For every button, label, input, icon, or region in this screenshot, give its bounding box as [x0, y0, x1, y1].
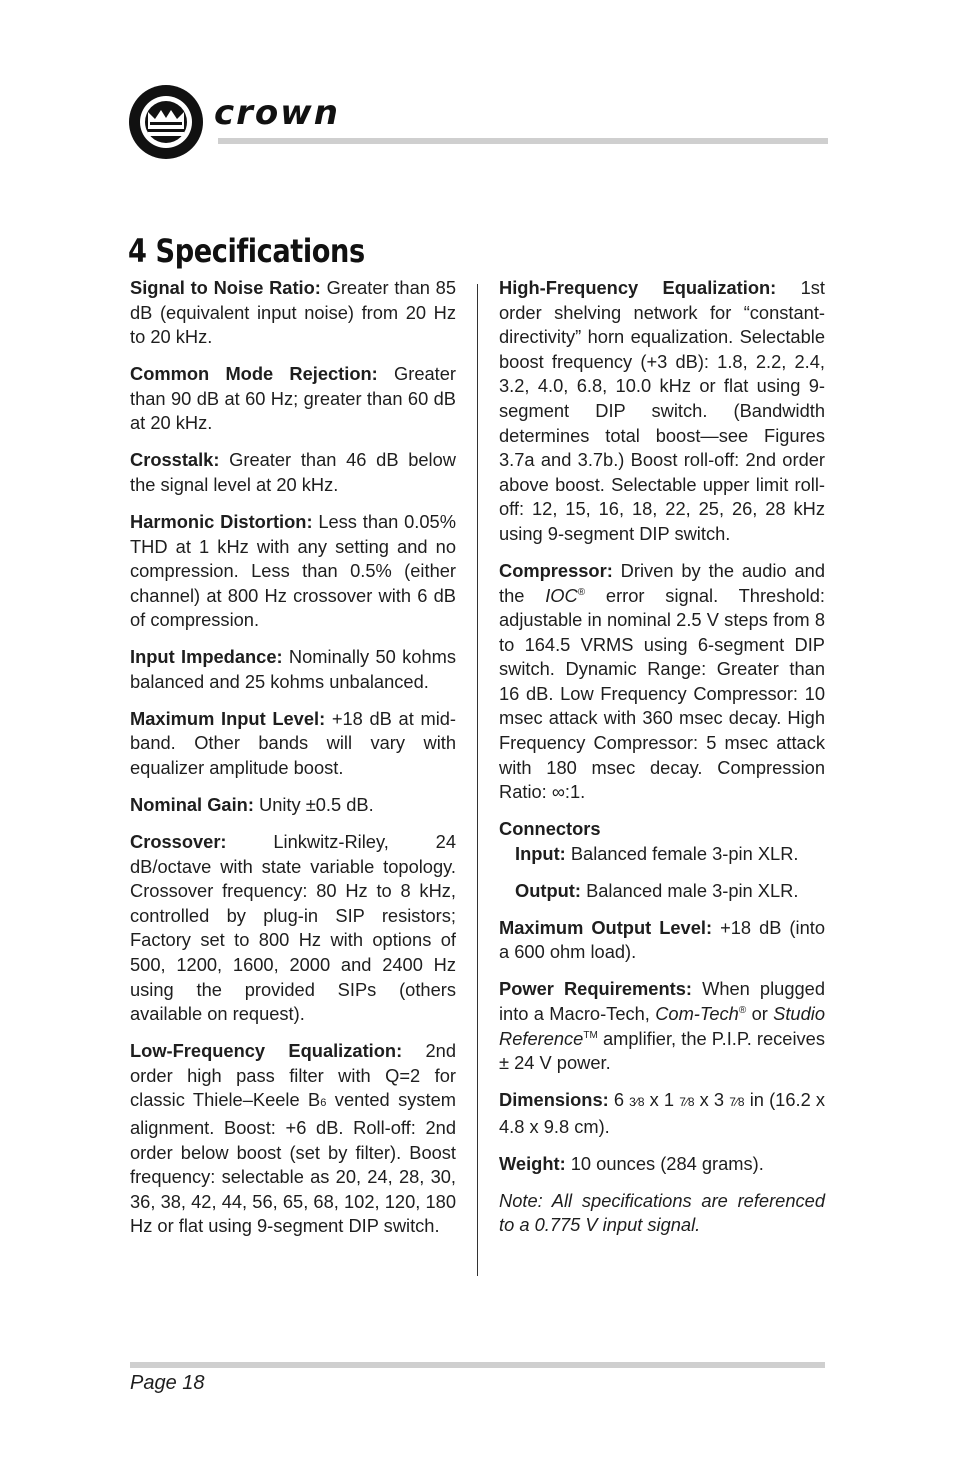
spec-text: Less than 0.05% THD at 1 kHz with any setting and no compression. Less than 0.5% (either channel) at 800 Hz crossover with 6 dB of compression. — [130, 510, 456, 631]
spec-text: Greater than 85 dB (equivalent input noise) from 20 Hz to 20 kHz. — [130, 277, 456, 348]
spec-text: or — [746, 1002, 774, 1024]
spec-input-impedance — [130, 645, 456, 694]
studio-reference-term: Studio Reference — [499, 1002, 825, 1049]
spec-label: Weight: — [499, 1152, 566, 1174]
spec-dimensions — [499, 1088, 825, 1139]
spec-compressor — [499, 559, 825, 805]
spec-label: Crossover: — [130, 831, 227, 853]
spec-text: x 1 — [644, 1089, 680, 1111]
fraction: 3⁄8 — [629, 1095, 645, 1110]
spec-harmonic-distortion — [130, 510, 456, 633]
spec-text: Unity ±0.5 dB. — [253, 794, 374, 816]
spec-label: Maximum Input Level: — [130, 707, 326, 729]
spec-text: Greater than 46 dB below the signal level at 20 kHz. — [130, 449, 456, 495]
spec-text: 1st order shelving network for “constant-directivity” horn equalization. Selectable boost frequency (+3 dB): 1.8, 2.2, 2.4, 3.2, 4.0, 6.8, 10.0 kHz or flat using 9-segment DIP switch. (Bandwidth determines total boost—see Figures 3.7a and 3.7b.) Boost roll-off: 2nd order above boost. Selectable upper limit roll-off: 12, 15, 16, 18, 22, 25, 26, 28 kHz using 9-segment DIP switch. — [499, 277, 826, 544]
spec-text: error signal. Threshold: adjustable in nominal 2.5 V steps from 8 to 164.5 VRMS using 6-segment DIP switch. Dynamic Range: Greater than 16 dB. Low Frequency Compressor: 10 msec attack with 360 msec decay. High Frequency Compressor: 5 msec attack with 180 msec decay. Compression Ratio: ∞:1. — [499, 584, 825, 803]
spec-text: Driven by the audio and the — [499, 559, 825, 606]
crown-logo-icon — [126, 82, 206, 162]
fraction: 7⁄8 — [729, 1095, 745, 1110]
spec-label: Output: — [515, 879, 581, 901]
left-column — [130, 276, 456, 1251]
spec-label: Crosstalk: — [130, 449, 220, 471]
spec-label: High-Frequency Equalization: — [499, 277, 777, 298]
registered-mark: ® — [738, 1004, 747, 1016]
spec-label: Input: — [515, 842, 566, 864]
com-tech-term: Com-Tech — [655, 1002, 739, 1024]
spec-connector-output — [515, 879, 825, 904]
spec-text: Greater than 90 dB at 60 Hz; greater than 60 dB at 20 kHz. — [130, 363, 456, 434]
spec-crossover — [130, 830, 456, 1027]
spec-label: Power Requirements: — [499, 978, 692, 1000]
trademark-mark: TM — [583, 1029, 598, 1041]
spec-label: Maximum Output Level: — [499, 916, 713, 938]
spec-text: Linkwitz-Riley, 24 dB/octave with state variable topology. Crossover frequency: 80 Hz to 8 kHz, controlled by plug-in SIP resistors; Factory set to 800 Hz with options of 500, 1200, 1600, 2000 and 2400 Hz using the provided SIPs (others available on request). — [130, 831, 456, 1025]
spec-crosstalk — [130, 448, 456, 497]
spec-label: Dimensions: — [499, 1089, 609, 1111]
spec-text: +18 dB (into a 600 ohm load). — [499, 916, 825, 963]
right-column — [499, 276, 825, 1238]
spec-text: 10 ounces (284 grams). — [565, 1152, 764, 1174]
spec-maximum-output-level — [499, 916, 825, 965]
spec-high-frequency-equalization — [499, 276, 825, 547]
footer-rule — [130, 1362, 825, 1368]
spec-weight — [499, 1152, 825, 1177]
spec-label: Nominal Gain: — [130, 794, 254, 816]
spec-text: Balanced female 3-pin XLR. — [565, 842, 799, 864]
spec-text: 6 — [608, 1089, 630, 1111]
spec-text: Nominally 50 kohms balanced and 25 kohms unbalanced. — [130, 646, 456, 692]
spec-label: Harmonic Distortion: — [130, 510, 313, 532]
spec-label: Common Mode Rejection: — [130, 363, 378, 385]
column-divider — [477, 284, 478, 1276]
spec-text: x 3 — [694, 1089, 730, 1111]
spec-text: amplifier, the P.I.P. receives ± 24 V power. — [499, 1027, 825, 1074]
fraction: 7⁄8 — [679, 1095, 695, 1110]
spec-text: +18 dB at mid-band. Other bands will vary with equalizer amplitude boost. — [130, 707, 457, 779]
spec-text: vented system alignment. Boost: +6 dB. Roll-off: 2nd order below boost (set by filter). Boost frequency: selectable as 20, 24, 28, 30, 36, 38, 42, 44, 56, 65, 68, 102, 120, 180 Hz or flat using 9-segment DIP switch. — [130, 1089, 456, 1237]
spec-label: Input Impedance: — [130, 646, 283, 668]
registered-mark: ® — [577, 586, 586, 598]
spec-connector-input — [515, 842, 825, 867]
spec-label: Signal to Noise Ratio: — [130, 277, 321, 298]
spec-text: in (16.2 x 4.8 x 9.8 cm). — [499, 1089, 826, 1137]
page-number: Page 18 — [130, 1372, 205, 1394]
header-rule — [218, 138, 828, 144]
spec-common-mode-rejection — [130, 362, 456, 436]
brand-wordmark: crown — [214, 93, 340, 133]
spec-power-requirements — [499, 977, 825, 1075]
spec-text: Balanced male 3-pin XLR. — [580, 879, 799, 901]
spec-low-frequency-equalization — [130, 1039, 456, 1239]
spec-note: Note: All specifications are referenced to a 0.775 V input signal. — [499, 1189, 825, 1236]
spec-text: 2nd order high pass filter with Q=2 for classic Thiele–Keele B — [130, 1040, 456, 1111]
spec-label: Low-Frequency Equalization: — [130, 1040, 403, 1062]
subscript-text: 6 — [320, 1097, 327, 1110]
spec-nominal-gain — [130, 793, 456, 818]
spec-text: When plugged into a Macro-Tech, — [499, 978, 825, 1024]
connectors-heading: Connectors — [499, 818, 601, 840]
page-title: 4 Specifications — [128, 232, 365, 270]
spec-maximum-input-level — [130, 707, 456, 781]
spec-label: Compressor: — [499, 559, 613, 581]
ioc-term: IOC — [545, 584, 578, 606]
spec-signal-to-noise — [130, 276, 456, 350]
